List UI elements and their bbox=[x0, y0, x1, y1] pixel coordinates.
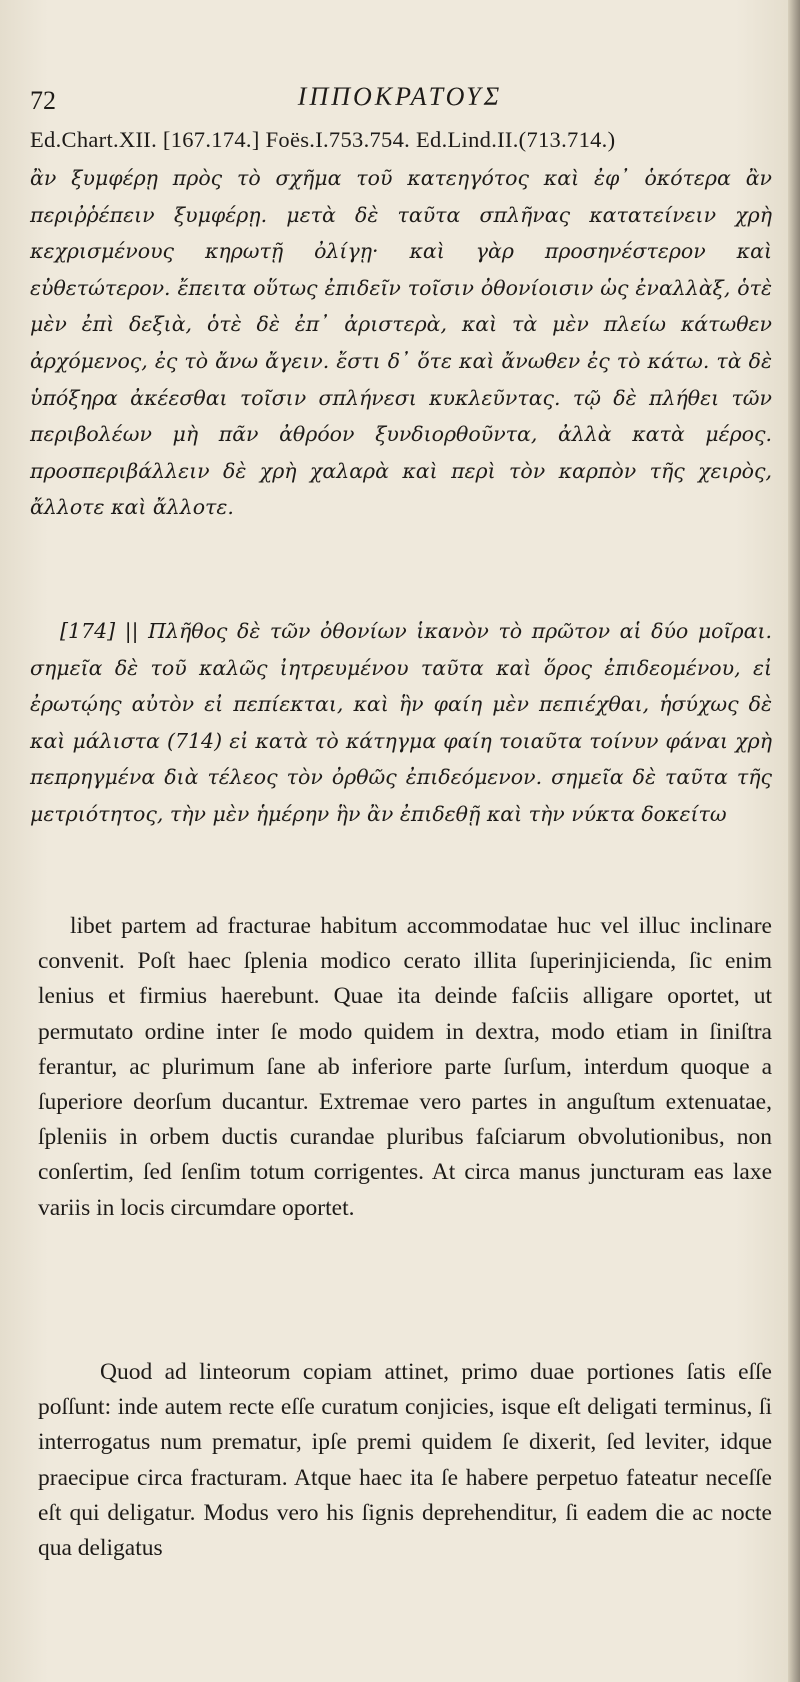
running-title: ΙΠΠΟΚΡΑΤΟΥΣ bbox=[297, 82, 503, 111]
page-number: 72 bbox=[30, 86, 56, 115]
latin-paragraph-2: Quod ad linteorum copiam attinet, primo duae portiones ſatis eſſe poſſunt: inde autem recte eſſe curatum conjicies, isque eſt deligati terminus, ſi interrogatus num prematur, ipſe premi quidem ſe dixerit, ſed leviter, idque praecipue circa fracturam. Atque haec ita ſe habere perpetuo fateatur neceſſe eſt qui deligatur. Modus vero his ſignis deprehenditur, ſi eadem die ac nocte qua deligatus bbox=[38, 1359, 772, 1562]
page-header bbox=[30, 80, 770, 120]
greek-paragraph-2: [174] || Πλῆθος δὲ τῶν ὀθονίων ἱκανὸν τὸ πρῶτον αἱ δύο μοῖραι. σημεῖα δὲ τοῦ καλῶς ἰητρευμένου ταῦτα καὶ ὅρος ἐπιδεομένου, εἰ ἐρωτῴης αὐτὸν εἰ πεπίεκται, καὶ ἣν φαίη μὲν πεπιέχθαι, ἡσύχως δὲ καὶ μάλιστα (714) εἰ κατὰ τὸ κάτηγμα φαίη τοιαῦτα τοίνυν φάναι χρὴ πεπρηγμένα διὰ τέλεος τὸν ὀρθῶς ἐπιδεόμενον. σημεῖα δὲ ταῦτα τῆς μετριότητος, τὴν μὲν ἡμέρην ἣν ἂν ἐπιδεθῇ καὶ τὴν νύκτα δοκείτω bbox=[30, 619, 772, 826]
greek-paragraph-1: ἂν ξυμφέρῃ πρὸς τὸ σχῆμα τοῦ κατεηγότος καὶ ἐφ᾿ ὁκότερα ἂν περιῤῥέπειν ξυμφέρῃ. μετὰ δὲ ταῦτα σπλῆνας κατατείνειν χρὴ κεχρισμένους κηρωτῇ ὀλίγῃ· καὶ γὰρ προσηνέστερον καὶ εὐθετώτερον. ἔπειτα οὕτως ἐπιδεῖν τοῖσιν ὀθονίοισιν ὡς ἐναλλὰξ, ὁτὲ μὲν ἐπὶ δεξιὰ, ὁτὲ δὲ ἐπ᾿ ἀριστερὰ, καὶ τὰ μὲν πλείω κάτωθεν ἀρχόμενος, ἐς τὸ ἄνω ἄγειν. ἔστι δ᾿ ὅτε καὶ ἄνωθεν ἐς τὸ κάτω. τὰ δὲ ὑπόξηρα ἀκέεσθαι τοῖσιν σπλήνεσι κυκλεῦντας. τῷ δὲ πλήθει τῶν περιβολέων μὴ πᾶν ἀθρόον ξυνδιορθοῦντα, ἀλλὰ κατὰ μέρος. προσπεριβάλλειν δὲ χρὴ χαλαρὰ καὶ περὶ τὸν καρπὸν τῆς χειρὸς, ἄλλοτε καὶ ἄλλοτε. bbox=[30, 166, 772, 520]
latin-paragraph-1: libet partem ad fracturae habitum accommodatae huc vel illuc inclinare convenit. Poſt haec ſplenia modico cerato illita ſuperinjicienda, ſic enim lenius et firmius haerebunt. Quae ita deinde faſciis alligare oportet, ut permutato ordine inter ſe modo quidem in dextra, modo etiam in ſiniſtra ferantur, ac plurimum ſane ab inferiore parte ſurſum, interdum quoque a ſuperiore deorſum ducantur. Extremae vero partes in anguſtum extenuatae, ſpleniis in orbem ductis curandae pluribus faſciarum obvolutionibus, non conſertim, ſed ſenſim totum corrigentes. At circa manus juncturam eas laxe variis in locis circumdare oportet. bbox=[38, 913, 772, 1221]
edition-references: Ed.Chart.XII. [167.174.] Foës.I.753.754. Ed.Lind.II.(713.714.) bbox=[30, 127, 616, 152]
page-edge-shadow bbox=[788, 0, 800, 1682]
